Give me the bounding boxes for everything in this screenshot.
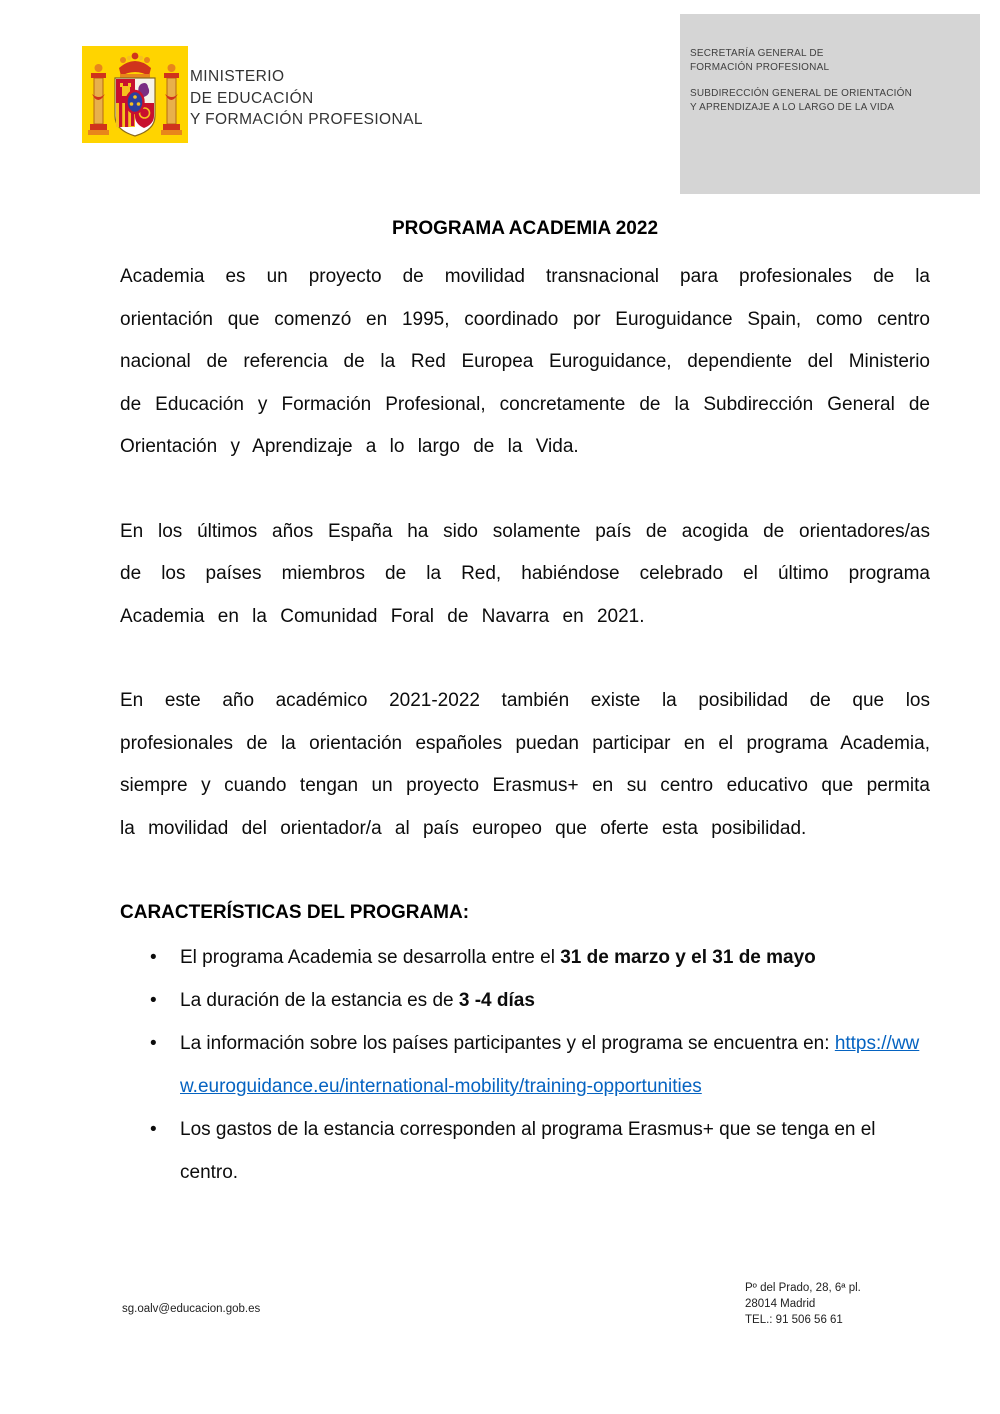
secretaria-general-label: SECRETARÍA GENERAL DE FORMACIÓN PROFESIONAL — [690, 48, 830, 73]
ministry-line-1: MINISTERIO — [190, 68, 285, 85]
program-features-list — [120, 936, 930, 1194]
page-title: PROGRAMA ACADEMIA 2022 — [391, 218, 659, 239]
list-item-duration: • La duración de la estancia es de 3 -4 días — [120, 979, 930, 1022]
document-content — [120, 214, 930, 1194]
duration-bold-text: 3 -4 días — [458, 989, 535, 1011]
address-street: Pº del Prado, 28, 6ª pl. — [745, 1282, 861, 1294]
list-item-costs: • Los gastos de la estancia corresponden al programa Erasmus+ que se tenga en el centro. — [120, 1108, 930, 1194]
address-city: 28014 Madrid — [745, 1298, 816, 1310]
list-item-dates: • El programa Academia se desarrolla entre el 31 de marzo y el 31 de mayo — [120, 936, 930, 979]
dates-bold-text: 31 de marzo y el 31 de mayo — [560, 946, 816, 968]
footer-address — [745, 1280, 861, 1328]
ministry-line-3: Y FORMACIÓN PROFESIONAL — [190, 111, 423, 128]
list-item-info: • La información sobre los países participantes y el programa se encuentra en: https://www.euroguidance.eu/international-mobility/training-opportunities — [120, 1022, 930, 1108]
subdireccion-general-label: SUBDIRECCIÓN GENERAL DE ORIENTACIÓN Y APRENDIZAJE A LO LARGO DE LA VIDA — [690, 88, 913, 113]
euroguidance-link[interactable]: https://www.euroguidance.eu/international-mobility/training-opportunities — [180, 1032, 920, 1097]
ministry-line-2: DE EDUCACIÓN — [190, 89, 314, 107]
section-heading-caracteristicas: CARACTERÍSTICAS DEL PROGRAMA: — [120, 902, 470, 923]
paragraph-participation: En este año académico 2021-2022 también existe la posibilidad de que los profesionales de la orientación españoles puedan participar en el programa Academia, siempre y cuando tengan un proyecto Erasmus+ en su centro educativo que permita la movilidad del orientador/a al país europeo que oferte esta posibilidad. — [120, 690, 930, 839]
footer-email: sg.oalv@educacion.gob.es — [122, 1303, 261, 1315]
spain-coat-of-arms-logo — [82, 46, 188, 143]
ministry-name — [190, 66, 423, 131]
department-box — [680, 14, 980, 194]
paragraph-intro: Academia es un proyecto de movilidad transnacional para profesionales de la orientación que comenzó en 1995, coordinado por Euroguidance Spain, como centro nacional de referencia de la Red Europea Euroguidance, dependiente del Ministerio de Educación y Formación Profesional, concretamente de la Subdirección General de Orientación y Aprendizaje a lo largo de la Vida. — [120, 266, 930, 457]
paragraph-history: En los últimos años España ha sido solamente país de acogida de orientadores/as de los países miembros de la Red, habiéndose celebrado el último programa Academia en la Comunidad Foral de Navarra en 2021. — [120, 520, 930, 627]
address-phone: TEL.: 91 506 56 61 — [745, 1314, 843, 1326]
spain-coat-of-arms-icon — [82, 46, 188, 143]
